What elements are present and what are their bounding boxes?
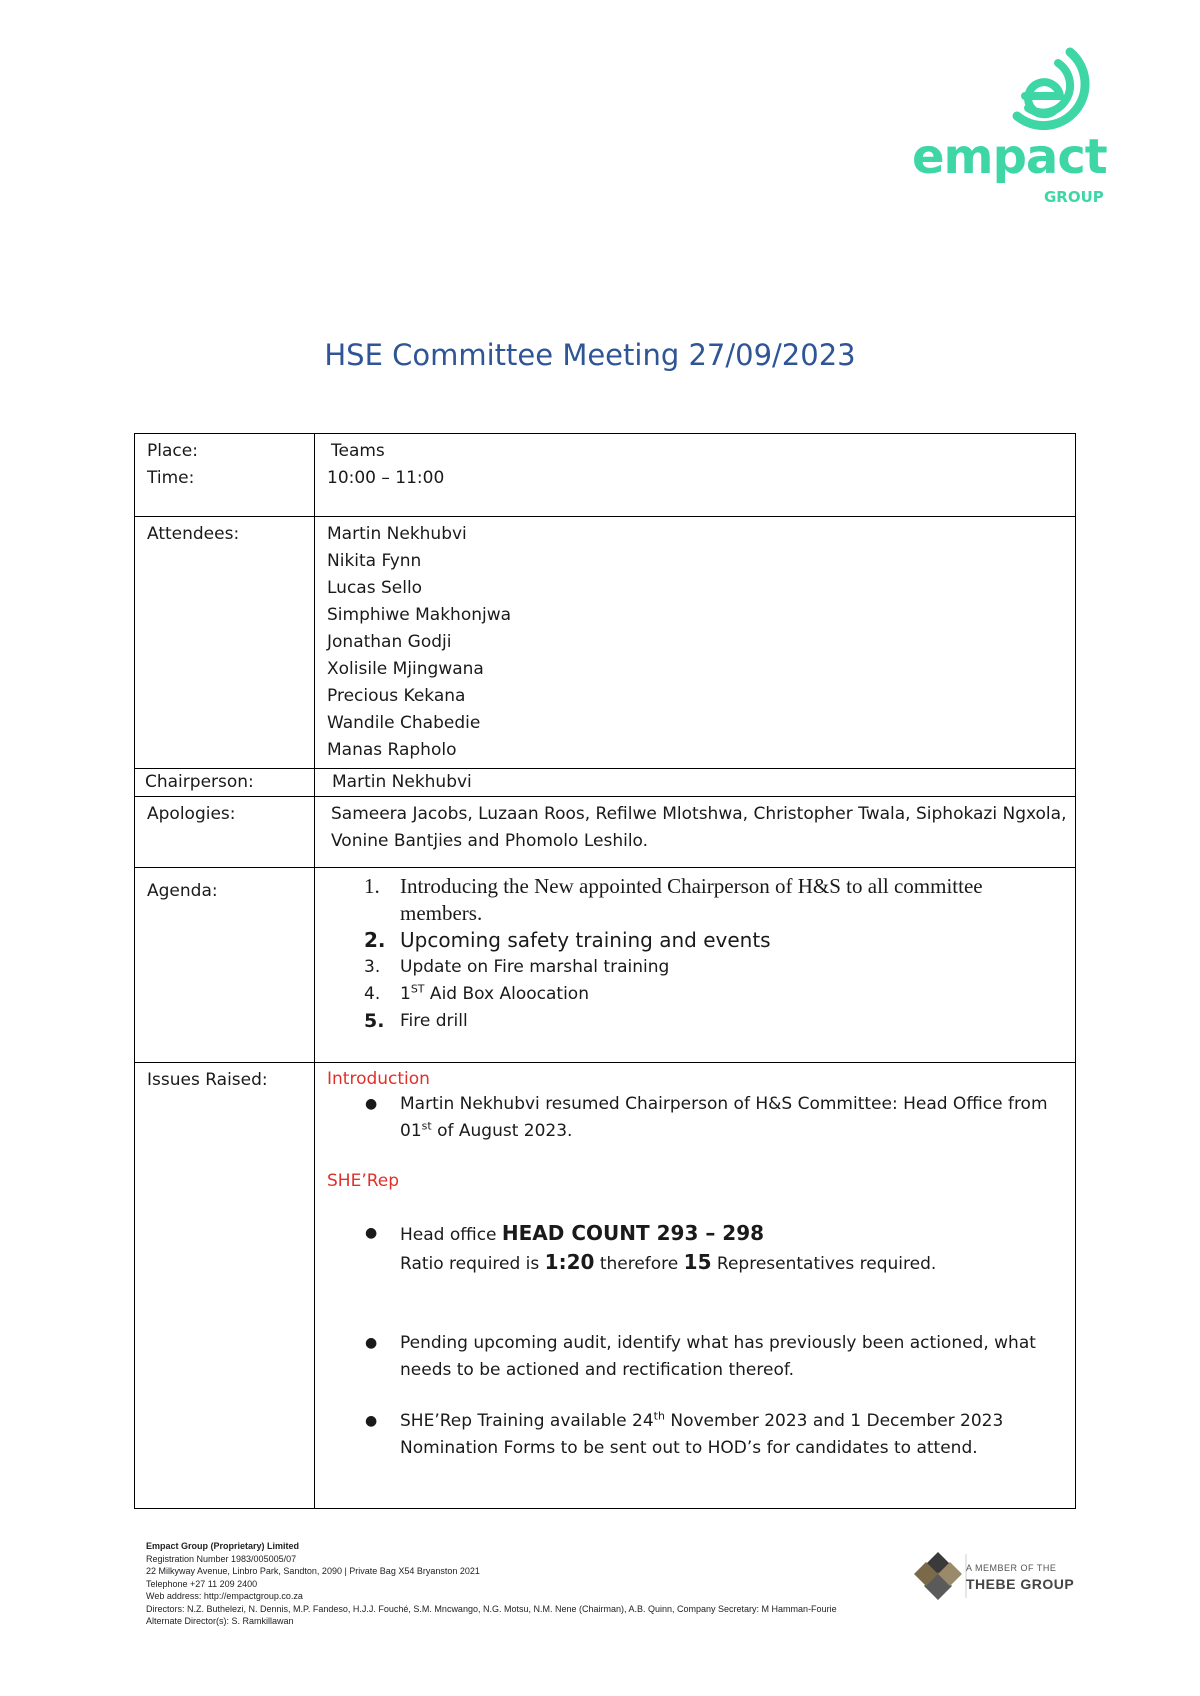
agenda-list bbox=[327, 873, 1067, 1035]
agenda-item bbox=[327, 1008, 1067, 1035]
attendee-name: Precious Kekana bbox=[327, 686, 466, 706]
thebe-name: THEBE GROUP bbox=[966, 1576, 1075, 1592]
time-value: 10:00 – 11:00 bbox=[327, 468, 445, 488]
attendee-name: Xolisile Mjingwana bbox=[327, 659, 484, 679]
agenda-item-number: 5. bbox=[364, 1010, 385, 1032]
agenda-item-text-pre: 1 bbox=[400, 984, 411, 1004]
bullet-icon: ● bbox=[365, 1335, 378, 1351]
footer-web: Web address: http://empactgroup.co.za bbox=[146, 1591, 303, 1601]
place-time-row bbox=[135, 434, 1076, 517]
footer-company: Empact Group (Proprietary) Limited bbox=[146, 1541, 300, 1551]
list-item bbox=[327, 1408, 1067, 1462]
brand-name: empact bbox=[912, 129, 1107, 185]
chairperson-label: Chairperson: bbox=[145, 772, 254, 792]
ratio-text-end: Representatives required. bbox=[711, 1254, 937, 1274]
bullet-icon: ● bbox=[365, 1225, 378, 1241]
agenda-item-text: Fire drill bbox=[400, 1011, 468, 1031]
introduction-heading: Introduction bbox=[327, 1069, 430, 1089]
thebe-caption: A MEMBER OF THE bbox=[966, 1563, 1057, 1573]
bullet-icon: ● bbox=[365, 1096, 378, 1112]
bullet-icon: ● bbox=[365, 1413, 378, 1429]
ratio-value: 1:20 bbox=[544, 1250, 595, 1274]
agenda-item-number: 1. bbox=[364, 874, 380, 898]
agenda-item-text: Introducing the New appointed Chairperson of H&S to all committee members. bbox=[400, 874, 983, 925]
attendee-name: Manas Rapholo bbox=[327, 740, 457, 760]
agenda-item-number: 4. bbox=[364, 984, 381, 1004]
footer-directors: Directors: N.Z. Buthelezi, N. Dennis, M.P. Fandeso, H.J.J. Fouché, S.M. Mncwango, N.G. Motsu, N.M. Nene (Chairman), A.B. Quinn, Company Secretary: M Hamman-Fourie bbox=[146, 1603, 837, 1614]
agenda-item bbox=[327, 927, 1067, 954]
list-item bbox=[327, 1330, 1067, 1384]
place-value: Teams bbox=[331, 441, 385, 461]
agenda-item-superscript: ST bbox=[410, 982, 425, 996]
headcount-value: HEAD COUNT 293 – 298 bbox=[501, 1221, 765, 1245]
apologies-row bbox=[135, 797, 1076, 868]
agenda-item-text: Update on Fire marshal training bbox=[400, 957, 670, 977]
intro-item-text-end: of August 2023. bbox=[431, 1121, 573, 1141]
agenda-row bbox=[135, 868, 1076, 1063]
page-footer bbox=[146, 1540, 966, 1628]
agenda-label: Agenda: bbox=[147, 881, 218, 901]
attendee-name: Wandile Chabedie bbox=[327, 713, 481, 733]
agenda-item-text: Upcoming safety training and events bbox=[400, 928, 771, 952]
footer-registration: Registration Number 1983/005005/07 bbox=[146, 1553, 297, 1564]
intro-item-text: Martin Nekhubvi resumed Chairperson of H&S Committee: Head Office from 01 bbox=[400, 1094, 1048, 1141]
issues-row bbox=[135, 1063, 1076, 1509]
ratio-text-mid: therefore bbox=[594, 1254, 684, 1274]
agenda-item-number: 3. bbox=[364, 957, 381, 977]
apologies-label: Apologies: bbox=[147, 804, 236, 824]
list-item bbox=[327, 1091, 1067, 1145]
representatives-count: 15 bbox=[683, 1250, 712, 1274]
attendee-name: Jonathan Godji bbox=[327, 632, 452, 652]
agenda-item-text bbox=[400, 984, 589, 1004]
time-label: Time: bbox=[147, 468, 195, 488]
attendee-name: Nikita Fynn bbox=[327, 551, 422, 571]
introduction-list bbox=[327, 1091, 1067, 1145]
issues-label: Issues Raised: bbox=[147, 1070, 268, 1090]
page-title: HSE Committee Meeting 27/09/2023 bbox=[324, 338, 856, 372]
agenda-item-text-post: Aid Box Aloocation bbox=[424, 984, 589, 1004]
attendee-name: Simphiwe Makhonjwa bbox=[327, 605, 512, 625]
brand-group: GROUP bbox=[1044, 188, 1104, 206]
place-label: Place: bbox=[147, 441, 198, 461]
sherep-heading: SHE’Rep bbox=[327, 1171, 400, 1191]
attendee-name: Lucas Sello bbox=[327, 578, 423, 598]
agenda-item-number: 2. bbox=[364, 928, 386, 952]
headcount-text: Head office bbox=[400, 1225, 502, 1245]
training-item-superscript: th bbox=[653, 1409, 665, 1423]
attendees-row bbox=[135, 517, 1076, 769]
chairperson-row bbox=[135, 769, 1076, 797]
training-item-text: SHE’Rep Training available 24 bbox=[400, 1411, 654, 1431]
intro-item-superscript: st bbox=[421, 1119, 432, 1133]
agenda-item bbox=[327, 981, 1067, 1008]
attendee-name: Martin Nekhubvi bbox=[327, 524, 467, 544]
sherep-list bbox=[327, 1220, 1067, 1462]
chairperson-value: Martin Nekhubvi bbox=[332, 772, 472, 792]
attendees-label: Attendees: bbox=[147, 524, 240, 544]
agenda-item bbox=[327, 873, 1067, 927]
apologies-value: Sameera Jacobs, Luzaan Roos, Refilwe Mlotshwa, Christopher Twala, Siphokazi Ngxola, Vonine Bantjies and Phomolo Leshilo. bbox=[331, 804, 1067, 851]
ratio-text: Ratio required is bbox=[400, 1254, 545, 1274]
footer-address: 22 Milkyway Avenue, Linbro Park, Sandton, 2090 | Private Bag X54 Bryanston 2021 bbox=[146, 1566, 480, 1576]
footer-alternate: Alternate Director(s): S. Ramkillawan bbox=[146, 1616, 294, 1626]
audit-item-text: Pending upcoming audit, identify what has previously been actioned, what needs to be actioned and rectification thereof. bbox=[400, 1333, 1036, 1380]
list-item bbox=[327, 1220, 1067, 1278]
nomination-text: Nomination Forms to be sent out to HOD’s for candidates to attend. bbox=[400, 1438, 978, 1458]
training-item-text-end: November 2023 and 1 December 2023 bbox=[664, 1411, 1004, 1431]
agenda-item bbox=[327, 954, 1067, 981]
footer-telephone: Telephone +27 11 209 2400 bbox=[146, 1578, 258, 1589]
meeting-table bbox=[134, 433, 1076, 1509]
